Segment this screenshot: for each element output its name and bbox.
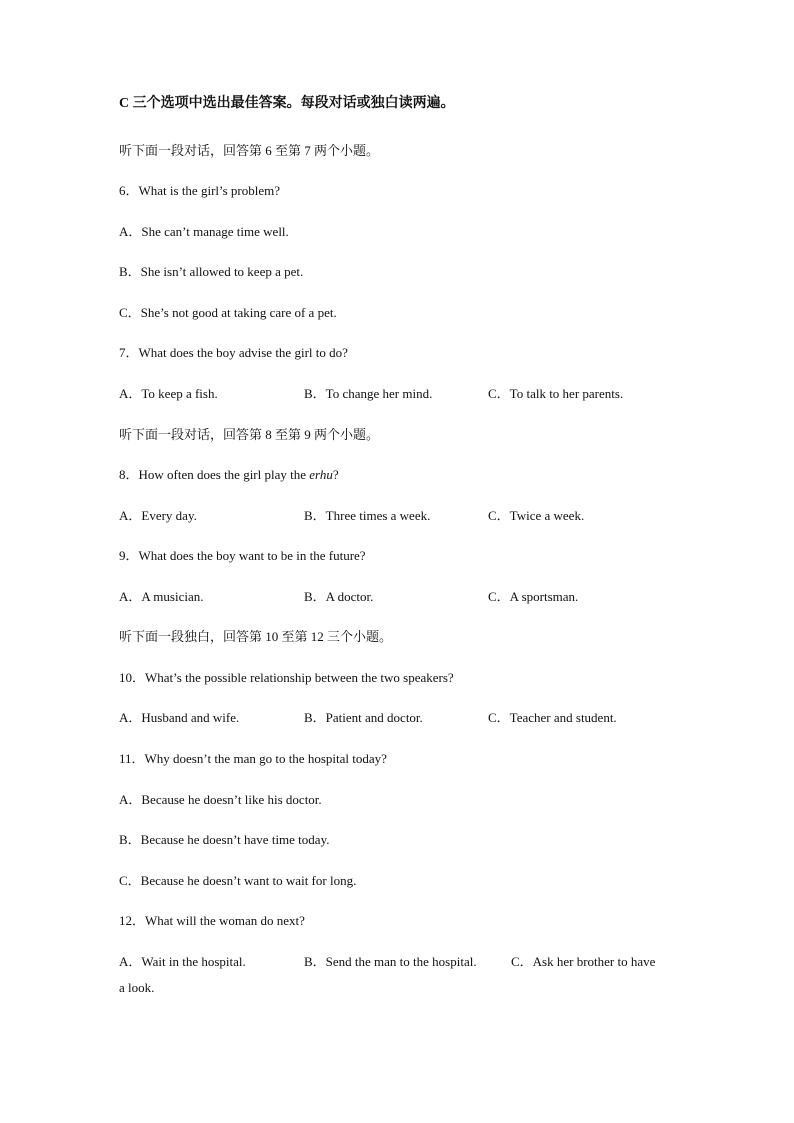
question-10-option-b: B．Patient and doctor. [304,710,423,725]
question-11-option-a: A．Because he doesn’t like his doctor. [119,792,322,807]
question-8-stem-suffix: ? [332,467,339,482]
question-11-option-c: C．Because he doesn’t want to wait for long. [119,873,357,888]
question-10-option-c: C．Teacher and student. [488,710,617,725]
question-12-option-c-continued: a look. [119,980,155,995]
question-8-option-b: B．Three times a week. [304,508,431,523]
question-7-option-b: B．To change her mind. [304,386,433,401]
question-7-option-a: A．To keep a fish. [119,386,218,401]
section-intro-2: 听下面一段对话，回答第 8 至第 9 两个小题。 [119,427,380,442]
question-8-option-a: A．Every day. [119,508,197,523]
question-10-option-a: A．Husband and wife. [119,710,240,725]
question-6-stem: 6．What is the girl’s problem? [119,183,281,198]
question-8-stem-italic: erhu [309,467,333,482]
question-10-stem: 10．What’s the possible relationship between the two speakers? [119,670,454,685]
question-12-option-a: A．Wait in the hospital. [119,954,246,969]
question-12-stem: 12．What will the woman do next? [119,913,305,928]
section-intro-3: 听下面一段独白，回答第 10 至第 12 三个小题。 [119,629,393,644]
question-6-option-b: B．She isn’t allowed to keep a pet. [119,264,304,279]
question-7-option-c: C．To talk to her parents. [488,386,624,401]
section-intro-1: 听下面一段对话，回答第 6 至第 7 两个小题。 [119,143,380,158]
question-9-option-a: A．A musician. [119,589,204,604]
question-11-stem: 11．Why doesn’t the man go to the hospital today? [119,751,387,766]
question-12-option-b: B．Send the man to the hospital. [304,954,477,969]
question-9-stem: 9．What does the boy want to be in the future? [119,548,366,563]
question-8-stem-prefix: 8．How often does the girl play the [119,467,310,482]
question-9-option-c: C．A sportsman. [488,589,579,604]
question-6-option-a: A．She can’t manage time well. [119,224,289,239]
question-12-option-c: C．Ask her brother to have [511,954,656,969]
section-instruction: C 三个选项中选出最佳答案。每段对话或独白读两遍。 [119,96,455,111]
question-11-option-b: B．Because he doesn’t have time today. [119,832,330,847]
question-6-option-c: C．She’s not good at taking care of a pet. [119,305,337,320]
question-8-stem [119,467,339,483]
question-7-stem: 7．What does the boy advise the girl to do? [119,345,348,360]
question-8-option-c: C．Twice a week. [488,508,585,523]
question-9-option-b: B．A doctor. [304,589,374,604]
